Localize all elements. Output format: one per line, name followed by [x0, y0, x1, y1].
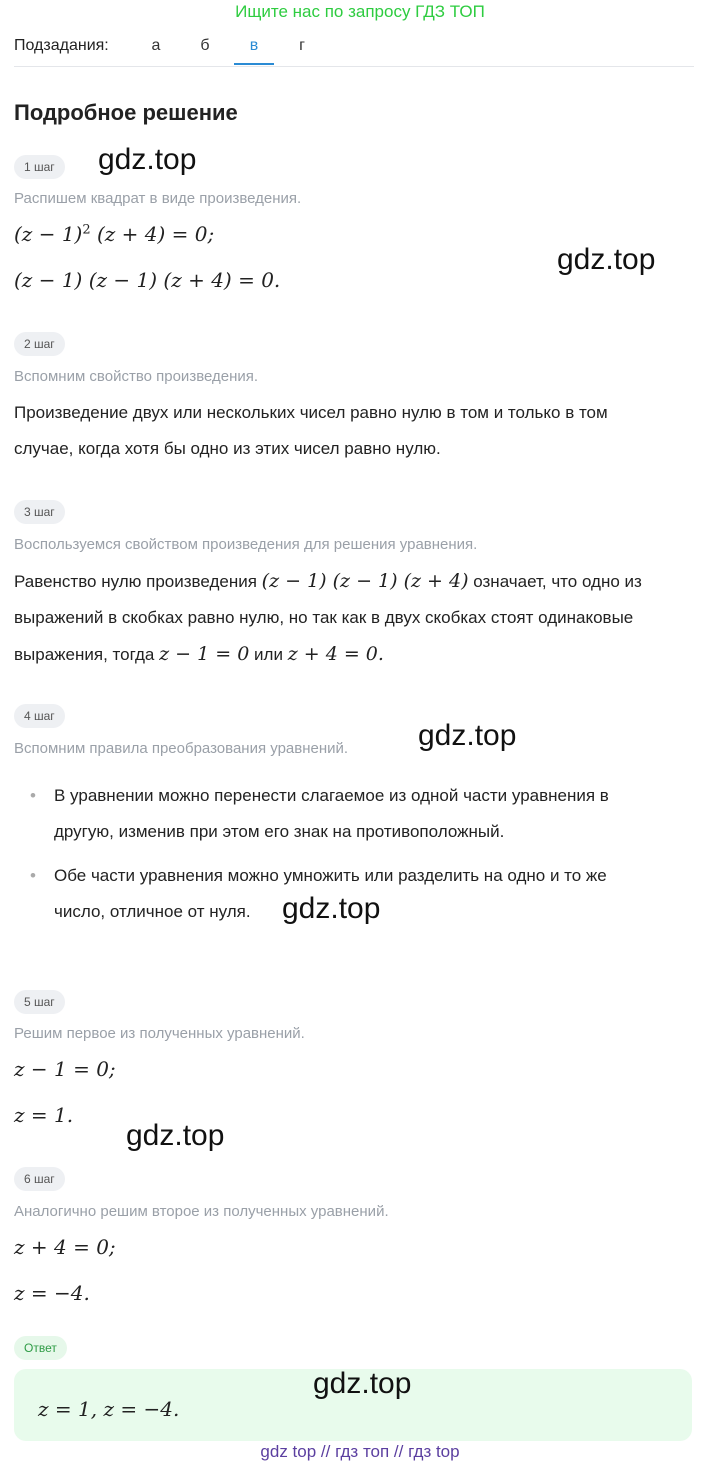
watermark: gdz.top	[313, 1367, 412, 1400]
step-1-line-2: (z − 1) (z − 1) (z + 4) = 0.	[14, 268, 281, 292]
tab-a[interactable]: а	[151, 37, 161, 54]
step-2-text: Произведение двух или нескольких чисел равно нулю в том и только в том случае, когда хотя бы одно из этих чисел равно нулю.	[14, 403, 608, 458]
tab-v[interactable]: в	[234, 37, 274, 65]
step-5-hint: Решим первое из полученных уравнений.	[14, 1025, 305, 1042]
step-3-badge: 3 шаг	[14, 500, 65, 524]
step-6-badge: 6 шаг	[14, 1167, 65, 1191]
step-4-badge: 4 шаг	[14, 704, 65, 728]
step-2-badge: 2 шаг	[14, 332, 65, 356]
step-5-badge: 5 шаг	[14, 990, 65, 1014]
subtasks-bar	[14, 34, 694, 67]
tab-g[interactable]: г	[299, 37, 305, 54]
watermark: gdz.top	[98, 143, 197, 176]
bullet-dot-icon: •	[30, 866, 36, 885]
step-3-text: Равенство нулю произведения (z − 1) (z − 1) (z + 4) означает, что одно из выражений в скобках равно нулю, но так как в двух скобках стоят одинаковые выражения, тогда z − 1 = 0 или z + 4 = 0.	[14, 570, 642, 665]
subtasks-label: Подзадания:	[14, 37, 109, 54]
tab-b[interactable]: б	[200, 37, 210, 54]
step-6-hint: Аналогично решим второе из полученных уравнений.	[14, 1203, 389, 1220]
promo-banner[interactable]: Ищите нас по запросу ГДЗ ТОП	[235, 2, 485, 21]
step-3-hint: Воспользуемся свойством произведения для решения уравнения.	[14, 536, 478, 553]
watermark: gdz.top	[557, 243, 656, 276]
step-5-line-2: z = 1.	[14, 1103, 74, 1127]
step-1-badge: 1 шаг	[14, 155, 65, 179]
footer-links[interactable]: gdz top // гдз топ // гдз top	[260, 1442, 460, 1461]
answer-value: z = 1, z = −4.	[38, 1397, 180, 1421]
step-6-line-1: z + 4 = 0;	[14, 1235, 116, 1259]
watermark: gdz.top	[282, 892, 381, 925]
step-4-bullet-1: • В уравнении можно перенести слагаемое из одной части уравнения в другую, изменив при этом его знак на противоположный.	[30, 778, 680, 850]
bullet-dot-icon: •	[30, 786, 36, 805]
step-4-bullet-2: • Обе части уравнения можно умножить или разделить на одно и то же число, отличное от нуля.	[30, 858, 680, 930]
page-title: Подробное решение	[14, 100, 238, 125]
step-5-line-1: z − 1 = 0;	[14, 1057, 116, 1081]
answer-badge: Ответ	[14, 1336, 67, 1360]
watermark: gdz.top	[418, 719, 517, 752]
watermark: gdz.top	[126, 1119, 225, 1152]
step-2-hint: Вспомним свойство произведения.	[14, 368, 259, 385]
step-4-hint: Вспомним правила преобразования уравнений.	[14, 740, 349, 757]
step-6-line-2: z = −4.	[14, 1281, 90, 1305]
step-1-hint: Распишем квадрат в виде произведения.	[14, 190, 302, 207]
step-1-line-1: $(z - 1)^2$ (z + 4) = 0;	[14, 222, 215, 246]
